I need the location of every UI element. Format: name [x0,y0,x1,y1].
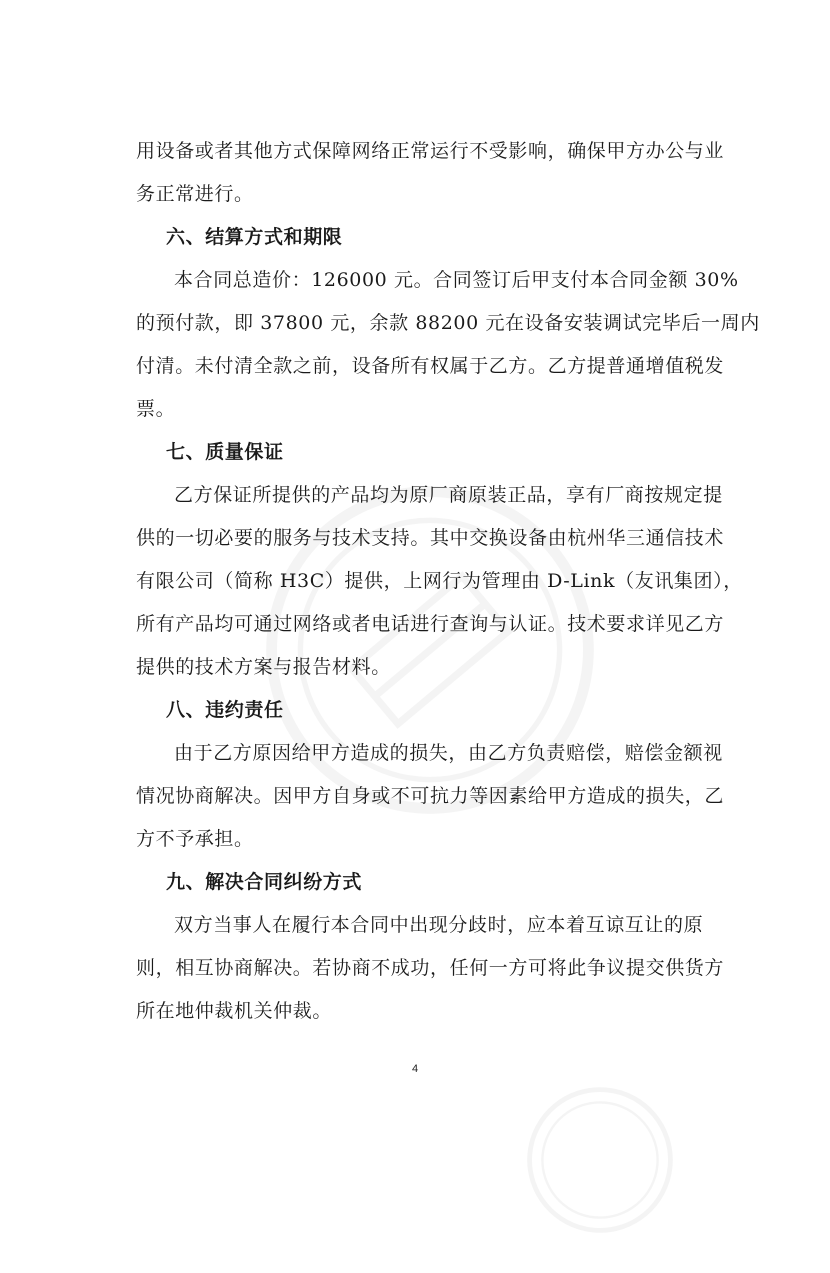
paragraph-line: 则，相互协商解决。若协商不成功，任何一方可将此争议提交供货方 [136,957,725,979]
paragraph-line: 付清。未付清全款之前，设备所有权属于乙方。乙方提普通增值税发 [136,355,725,377]
paragraph-line: 务正常进行。 [136,183,254,205]
paragraph-line: 票。 [136,398,176,420]
paragraph-line: 供的一切必要的服务与技术支持。其中交换设备由杭州华三通信技术 [136,527,725,549]
paragraph-line: 提供的技术方案与报告材料。 [136,656,391,678]
paragraph-line: 用设备或者其他方式保障网络正常运行不受影响，确保甲方办公与业 [136,140,725,162]
section-heading-settlement: 六、结算方式和期限 [166,226,343,248]
paragraph-line: 本合同总造价：126000 元。合同签订后甲支付本合同金额 30% [174,269,739,291]
watermark-logo-bottom [487,1047,712,1272]
paragraph-line: 所在地仲裁机关仲裁。 [136,1000,333,1022]
paragraph-line: 方不予承担。 [136,828,254,850]
section-heading-quality: 七、质量保证 [166,441,284,463]
section-heading-breach: 八、违约责任 [166,699,284,721]
paragraph-line: 的预付款，即 37800 元，余款 88200 元在设备安装调试完毕后一周内 [136,312,760,334]
paragraph-line: 由于乙方原因给甲方造成的损失，由乙方负责赔偿，赔偿金额视 [174,742,723,764]
paragraph-line: 情况协商解决。因甲方自身或不可抗力等因素给甲方造成的损失，乙 [136,785,725,807]
page-number: 4 [411,1063,419,1075]
paragraph-line: 双方当事人在履行本合同中出现分歧时，应本着互谅互让的原 [174,914,704,936]
document-body [136,130,760,1033]
paragraph-line: 乙方保证所提供的产品均为原厂商原装正品，享有厂商按规定提 [174,484,723,506]
paragraph-line: 有限公司（简称 H3C）提供，上网行为管理由 D-Link（友讯集团）， [136,570,743,592]
section-heading-disputes: 九、解决合同纠纷方式 [166,871,363,893]
paragraph-line: 所有产品均可通过网络或者电话进行查询与认证。技术要求详见乙方 [136,613,725,635]
